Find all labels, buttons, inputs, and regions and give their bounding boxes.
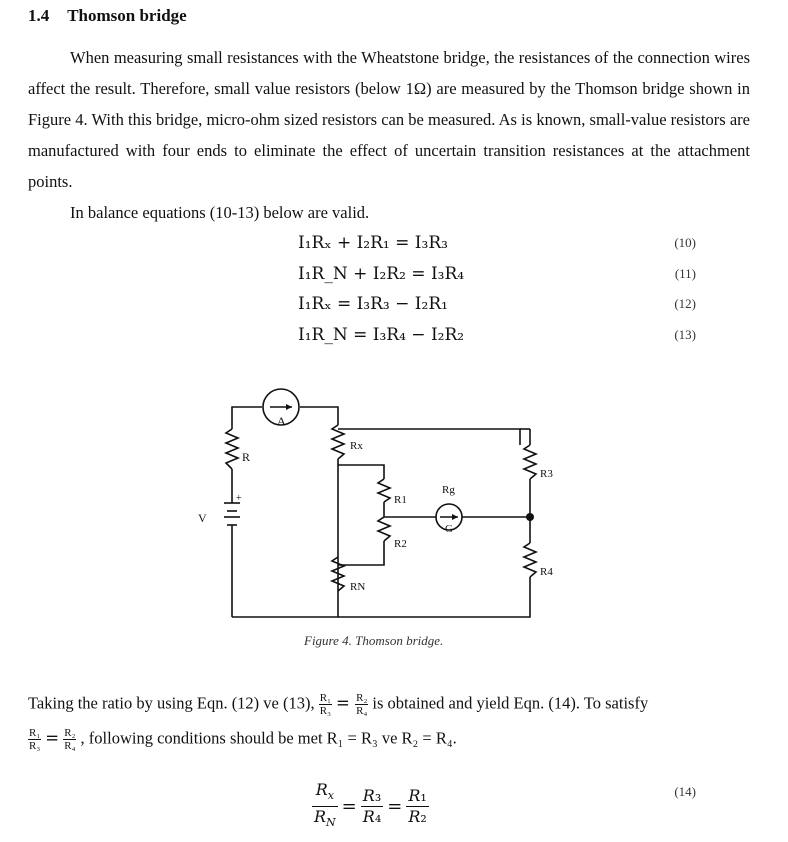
label-r3: R3 (540, 468, 553, 480)
fraction-r1-r3-b: $\frac{\text{R₁}}{\text{R₃}}$ (29, 727, 41, 752)
equation-10-number: (10) (674, 235, 696, 250)
junction-node (526, 513, 534, 521)
paragraph-intro (28, 42, 750, 197)
equation-11: I₁R_N + I₂R₂ = I₃R₄ (298, 264, 465, 284)
paragraph-balance (28, 197, 750, 228)
paragraph-ratio-line1: Taking the ratio by using Eqn. (12) ve (13), $\frac{\text{R₁}}{\text{R₃}}$ = $\frac{\text{R₂}}{\text{R₄}}$ is obtained and yield Eqn. (14). To satisfy (28, 692, 649, 717)
paragraph-ratio-line2-text: , following conditions should be met R₁ = R₃ ve R₂ = R₄. (80, 728, 457, 748)
paragraph-ratio-before: Taking the ratio by using Eqn. (12) ve (13), (28, 693, 315, 713)
label-r1: R1 (394, 494, 407, 506)
figure-caption: Figure 4. Thomson bridge. (304, 633, 444, 648)
resistor-r1 (378, 479, 390, 502)
ammeter-label: A (277, 414, 286, 428)
equation-12-number: (12) (674, 296, 696, 311)
fraction-r3-r4: $\frac{\text{R₃}}{\text{R₄}}$ (362, 786, 382, 827)
equation-10: I₁Rₓ + I₂R₁ = I₃R₃ (298, 233, 448, 253)
section-title: Thomson bridge (67, 6, 187, 25)
galvanometer-label: G (445, 523, 453, 535)
label-r2: R2 (394, 538, 407, 550)
paragraph-ratio-line2: $\frac{\text{R₁}}{\text{R₃}}$ = $\frac{\text{R₂}}{\text{R₄}}$ , following conditions should be met R₁ = R₃ ve R₂ = R₄. (29, 727, 457, 752)
paragraph-ratio-after: is obtained and yield Eqn. (14). To satisfy (372, 693, 649, 713)
fraction-r2-r4-b: $\frac{\text{R₂}}{\text{R₄}}$ (64, 727, 76, 752)
equation-12: I₁Rₓ = I₃R₃ − I₂R₁ (298, 294, 448, 314)
equation-11-number: (11) (674, 266, 696, 281)
resistor-rx (332, 425, 344, 459)
paragraph-balance-text: In balance equations (10-13) below are valid. (70, 203, 370, 222)
resistor-r2 (378, 517, 390, 541)
fraction-r1-r3: $\frac{\text{R₁}}{\text{R₃}}$ (319, 692, 331, 717)
equation-13: I₁R_N = I₃R₄ − I₂R₂ (298, 325, 465, 345)
equation-14-number: (14) (674, 784, 696, 799)
label-rg: Rg (442, 484, 455, 496)
label-rn: RN (350, 581, 366, 593)
label-battery-plus: + (236, 493, 242, 504)
section-heading (28, 6, 187, 26)
equation-13-number: (13) (674, 327, 696, 342)
section-number: 1.4 (28, 6, 50, 25)
thomson-bridge-diagram (190, 385, 560, 625)
resistor-r4 (524, 543, 536, 577)
fraction-rx-rn: $\frac{R_x}{R_N}$ (314, 780, 336, 830)
equation-14: $\frac{R_x}{R_N}$ = $\frac{\text{R₃}}{\text{R₄}}$ = $\frac{\text{R₁}}{\text{R₂}}$ (312, 780, 429, 833)
label-rx: Rx (350, 440, 363, 452)
fraction-r1-r2: $\frac{\text{R₁}}{\text{R₂}}$ (408, 786, 427, 827)
paragraph-intro-text: When measuring small resistances with the Wheatstone bridge, the resistances of the connection wires affect the result. Therefore, small value resistors (below 1Ω) are measured by the Thomson bridge shown in Figure 4. With this bridge, micro-ohm sized resistors can be measured. As is known, small-value resistors are manufactured with four ends to eliminate the effect of uncertain transition resistances at the attachment points. (28, 48, 750, 191)
label-r: R (242, 450, 251, 464)
resistor-r3 (524, 445, 536, 479)
fraction-r2-r4: $\frac{\text{R₂}}{\text{R₄}}$ (356, 692, 368, 717)
resistor-r (226, 429, 238, 469)
label-v: V (198, 511, 207, 525)
label-r4: R4 (540, 566, 553, 578)
